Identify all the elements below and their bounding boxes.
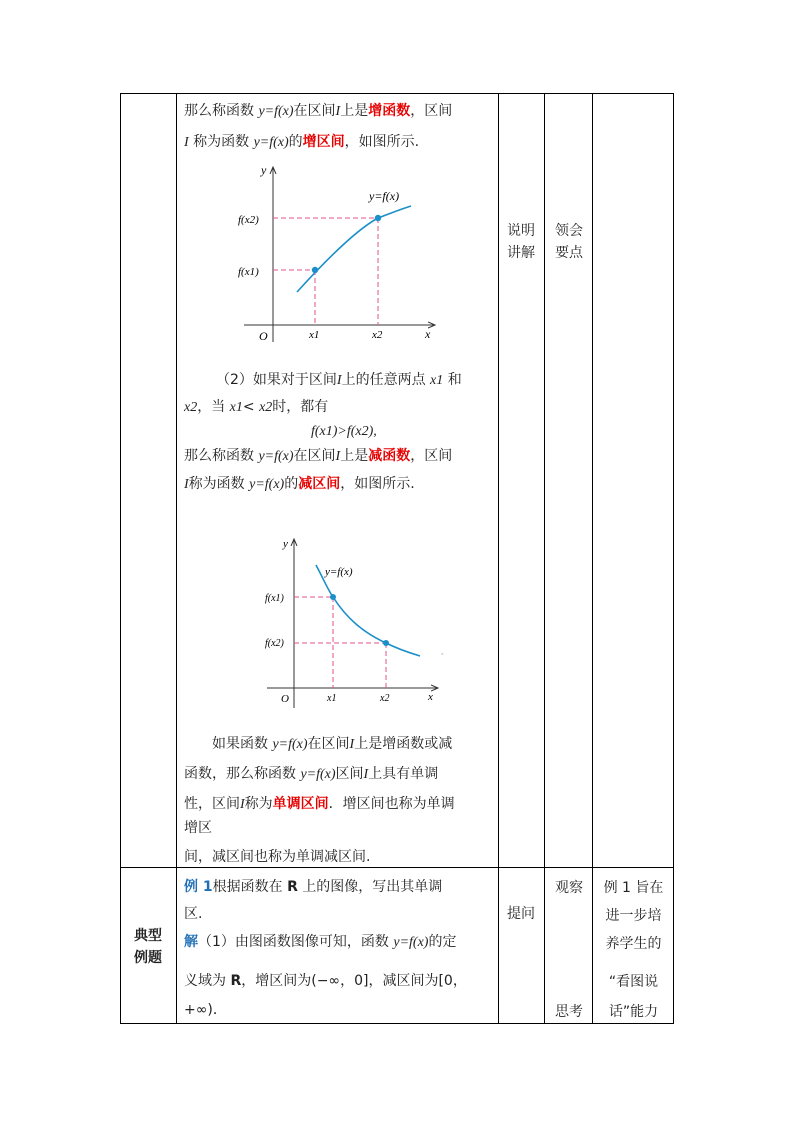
decreasing-def-line1: （2）如果对于区间I上的任意两点 x1 和: [216, 372, 462, 388]
term-increasing-function: 增函数: [368, 103, 411, 119]
solution-tag: 解: [184, 934, 198, 950]
monotonic-line2: 函数，那么称函数 y=f(x)区间I上具有单调: [184, 766, 439, 782]
inequality-formula: f(x1)>f(x2),: [311, 424, 377, 439]
section-label-example: 典型 例题: [134, 928, 162, 966]
increasing-function-graph: [236, 160, 446, 345]
decreasing-function-graph: [262, 535, 447, 710]
increasing-def-line2: I 称为函数 y=f(x)的增区间，如图所示.: [184, 134, 420, 150]
solution-line2: 义域为 R，增区间为(−∞，0]，减区间为[0，: [184, 973, 467, 989]
term-increasing-interval: 增区间: [302, 134, 345, 150]
x2-label: x2: [372, 329, 383, 341]
student-think: 思考: [555, 1004, 583, 1020]
monotonic-line4: 增区: [184, 820, 212, 836]
origin-label: O: [281, 693, 289, 705]
term-monotonic-interval: 单调区间: [272, 796, 329, 812]
x-axis-label: x: [425, 327, 431, 341]
fx1-label: f(x1): [238, 266, 259, 278]
example-tag: 例 1: [184, 879, 213, 895]
x2-label: x2: [380, 693, 390, 704]
x1-label: x1: [327, 693, 337, 704]
monotonic-line3: 性，区间I称为单调区间．增区间也称为单调: [184, 796, 455, 812]
example-line1: 例 1根据函数在 R 上的图像，写出其单调: [184, 879, 443, 895]
term-decreasing-interval: 减区间: [298, 476, 341, 492]
student-observe: 观察: [555, 880, 583, 896]
decreasing-def-line2: x2，当 x1< x2时，都有: [184, 399, 329, 415]
monotonic-line5: 间，减区间也称为单调减区间.: [184, 849, 371, 865]
curve-label: y=f(x): [369, 189, 400, 203]
fx2-label: f(x2): [265, 638, 284, 649]
y-axis-label: y: [283, 538, 288, 550]
point-x1: [330, 594, 336, 600]
decreasing-def-line4: 那么称函数 y=f(x)在区间I上是减函数，区间: [184, 448, 453, 464]
term-decreasing-function: 减函数: [368, 448, 411, 464]
solution-line1: 解（1）由图函数图像可知，函数 y=f(x)的定: [184, 934, 457, 950]
point-x2: [383, 640, 389, 646]
point-x2: [375, 215, 381, 221]
y-axis-label: y: [261, 163, 267, 177]
student-activity-cell: 领会 要点: [555, 223, 583, 261]
increasing-curve: [297, 206, 411, 292]
monotonic-line1: 如果函数 y=f(x)在区间I上是增函数或减: [212, 736, 453, 752]
origin-label: O: [259, 329, 268, 343]
fx1-label: f(x1): [265, 593, 284, 604]
solution-line3: +∞)．: [184, 1002, 227, 1018]
method-question: 提问: [507, 906, 535, 922]
stray-mark: ◦: [441, 650, 444, 658]
decreasing-def-line5: I称为函数 y=f(x)的减区间，如图所示.: [184, 476, 415, 492]
fx2-label: f(x2): [238, 214, 259, 226]
curve-label: y=f(x): [325, 566, 353, 578]
example-line2: 区.: [184, 906, 203, 922]
decreasing-curve: [316, 565, 420, 656]
point-x1: [312, 267, 318, 273]
teacher-method-cell: 说明 讲解: [507, 223, 535, 261]
increasing-def-line1: 那么称函数 y=f(x)在区间I上是增函数，区间: [184, 103, 453, 119]
x-axis-label: x: [428, 691, 433, 703]
x1-label: x1: [309, 329, 320, 341]
